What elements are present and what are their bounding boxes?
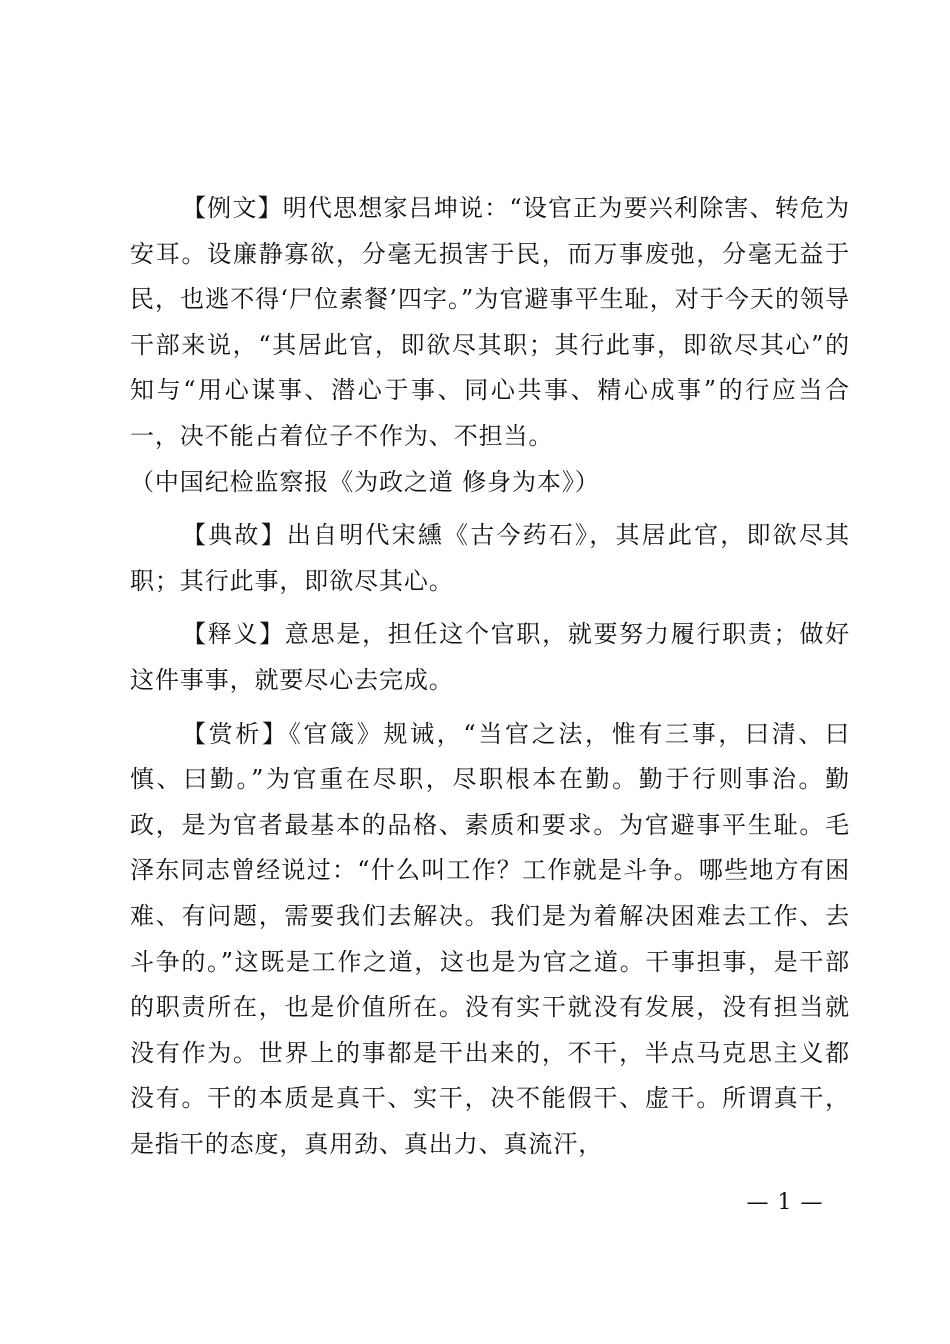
paragraph-source: （中国纪检监察报《为政之道 修身为本》） [130,467,600,496]
document-body [130,186,850,1167]
paragraph-meaning: 【释义】意思是，担任这个官职，就要努力履行职责；做好这件事事，就要尽心去完成。 [130,620,850,694]
paragraph-analysis: 【赏析】《官箴》规诫，“当官之法，惟有三事，曰清、曰慎、曰勤。”为官重在尽职，尽职根本在勤。勤于行则事治。勤政，是为官者最基本的品格、素质和要求。为官避事平生耻。毛泽东同志曾经说过：“什么叫工作？工作就是斗争。哪些地方有困难、有问题，需要我们去解决。我们是为着解决困难去工作、去斗争的。”这既是工作之道，这也是为官之道。干事担事，是干部的职责所在，也是价值所在。没有实干就没有发展，没有担当就没有作为。世界上的事都是干出来的，不干，半点马克思主义都没有。干的本质是真干、实干，决不能假干、虚干。所谓真干，是指干的态度，真用劲、真出力、真流汗， [130,719,850,1158]
page-number: — 1 — [746,1190,824,1215]
paragraph-allusion: 【典故】出自明代宋纁《古今药石》，其居此官，即欲尽其职；其行此事，即欲尽其心。 [130,521,850,595]
paragraph-example: 【例文】明代思想家吕坤说：“设官正为要兴利除害、转危为安耳。设廉静寡欲，分毫无损害于民，而万事废弛，分毫无益于民，也逃不得‘尸位素餐’四字。”为官避事平生耻，对于今天的领导干部来说，“其居此官，即欲尽其职；其行此事，即欲尽其心”的知与“用心谋事、潜心于事、同心共事、精心成事”的行应当合一，决不能占着位子不作为、不担当。 [130,194,850,450]
